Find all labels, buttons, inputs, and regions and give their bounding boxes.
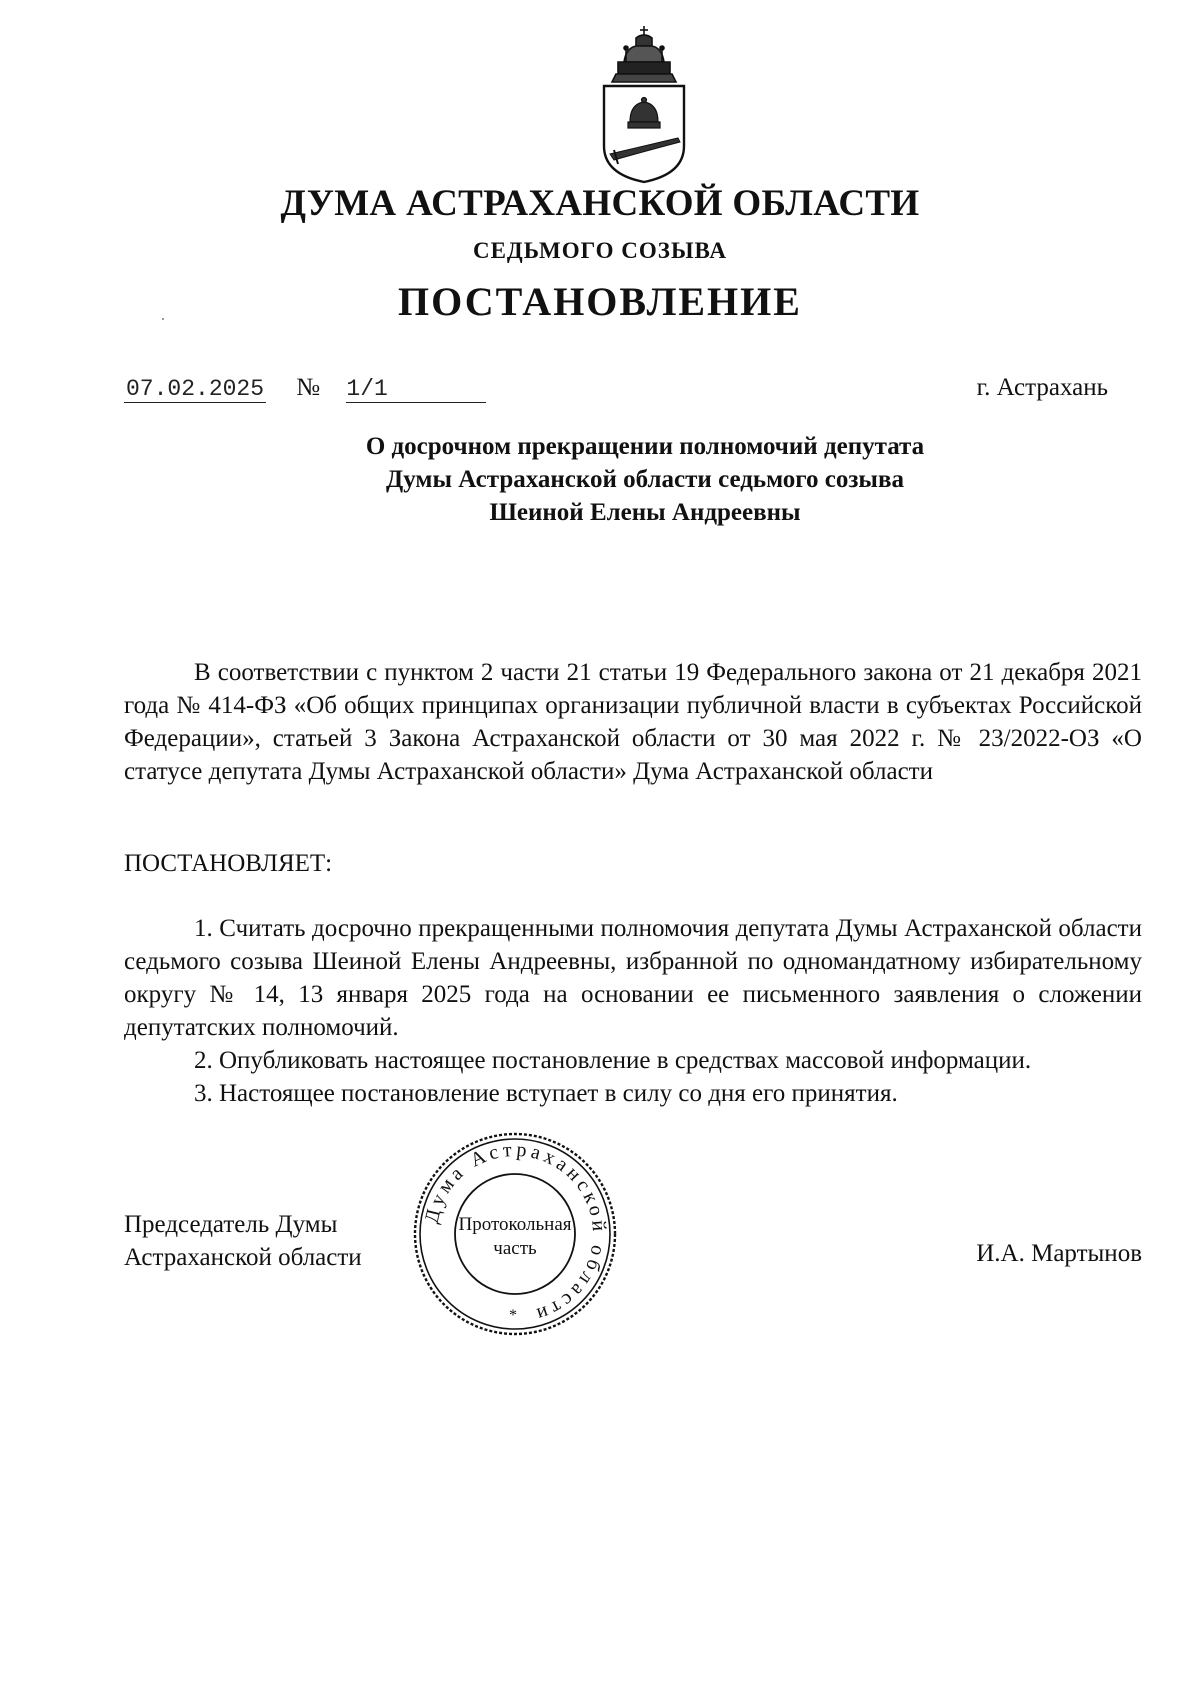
convocation-subtitle: СЕДЬМОГО СОЗЫВА bbox=[472, 238, 728, 263]
decree-word: ПОСТАНОВЛЯЕТ: bbox=[124, 850, 333, 877]
signer-position-line: Председатель Думы bbox=[124, 1211, 338, 1238]
subject-line: Думы Астраханской области седьмого созыва bbox=[386, 466, 904, 493]
scan-speck bbox=[162, 318, 164, 320]
signer-position-line: Астраханской области bbox=[124, 1244, 362, 1271]
document-number: 1/1 bbox=[346, 376, 486, 403]
organization-title: ДУМА АСТРАХАНСКОЙ ОБЛАСТИ bbox=[280, 183, 920, 224]
signer-position bbox=[124, 1208, 362, 1274]
signer-name: И.А. Мартынов bbox=[976, 1240, 1142, 1267]
document-date: 07.02.2025 bbox=[126, 376, 265, 402]
number-sign: № bbox=[296, 374, 321, 401]
decree-item: 2. Опубликовать настоящее постановление в средствах массовой информации. bbox=[194, 1047, 1032, 1074]
document-type-title: ПОСТАНОВЛЕНИЕ bbox=[398, 279, 802, 324]
seal-center-line: часть bbox=[493, 1238, 537, 1259]
document-city: г. Астрахань bbox=[976, 374, 1108, 401]
preamble-paragraph: В соответствии с пунктом 2 части 21 статьи 19 Федерального закона от 21 декабря 2021 года № 414-ФЗ «Об общих принципах организации публичной власти в субъектах Российской Федерации», статьей 3 Закона Астраханской области от 30 мая 2022 г. № 23/2022-ОЗ «О статусе депутата Думы Астраханской области» Дума Астраханской области bbox=[124, 659, 1142, 785]
seal-center-line: Протокольная bbox=[458, 1214, 572, 1235]
seal-ring-text: Дума Астраханской области bbox=[420, 1138, 611, 1327]
date-number-row bbox=[124, 374, 486, 403]
decree-item: 1. Считать досрочно прекращенными полномочия депутата Думы Астраханской области седьмого созыва Шеиной Елены Андреевны, избранной по одномандатному избирательному округу № 14, 13 января 2025 года на основании ее письменного заявления о сложении депутатских полномочий. bbox=[124, 915, 1142, 1041]
subject-line: О досрочном прекращении полномочий депутата bbox=[365, 433, 925, 460]
coat-of-arms-icon bbox=[596, 24, 692, 184]
document-subject bbox=[0, 430, 1200, 529]
seal-star: * bbox=[509, 1307, 517, 1324]
decree-items bbox=[124, 912, 1142, 1110]
decree-item: 3. Настоящее постановление вступает в силу со дня его принятия. bbox=[194, 1080, 898, 1107]
official-seal bbox=[410, 1128, 620, 1340]
subject-line: Шеиной Елены Андреевны bbox=[489, 499, 801, 526]
